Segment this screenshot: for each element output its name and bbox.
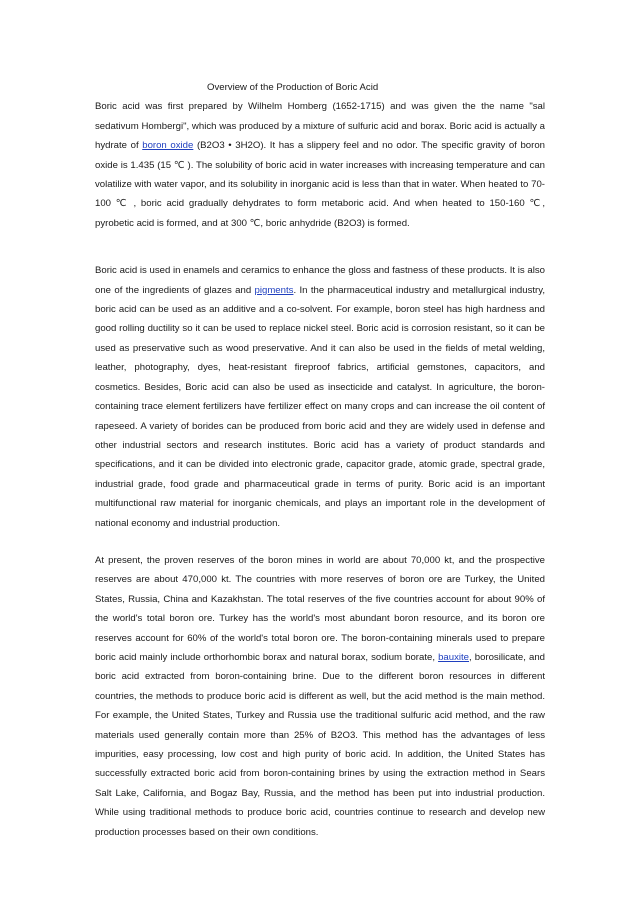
document-body	[95, 78, 545, 842]
paragraph-text: Boric acid is used in enamels and ceramics to enhance the gloss and fastness of these products. It is also one of the ingredients of glazes and	[95, 265, 545, 296]
paragraph-text: (B2O3 • 3H2O). It has a slippery feel and no odor. The specific gravity of boron oxide is 1.435 (15 ℃ ). The solubility of boric acid in water increases with increasing temperature and can volatilize with water vapor, and its solubility in inorganic acid is less than that in water. When heated to 70-100 ℃ , boric acid gradually dehydrates to form metaboric acid. And when heated to 150-160 ℃, pyrobetic acid is formed, and at 300 ℃, boric anhydride (B2O3) is formed.	[95, 140, 545, 229]
bauxite-link[interactable]: bauxite	[438, 651, 469, 663]
pigments-link[interactable]: pigments	[254, 284, 294, 296]
boron-oxide-link[interactable]: boron oxide	[142, 140, 194, 152]
paragraph-reserves	[95, 551, 545, 842]
paragraph-text: Boric acid was first prepared by Wilhelm Homberg (1652-1715) and was given the the name "sal sedativum Hombergi", which was produced by a mixture of sulfuric acid and borax. Boric acid is actually a hydrate of	[95, 101, 545, 152]
document-title: Overview of the Production of Boric Acid	[207, 82, 379, 93]
paragraph-text: , borosilicate, and boric acid extracted from boron-containing brine. Due to the different boron resources in different countries, the methods to produce boric acid is different as well, but the acid method is the main method. For example, the United States, Turkey and Russia use the traditional sulfuric acid method, and the raw materials used generally contain more than 25% of B2O3. This method has the advantages of less impurities, easy processing, low cost and high purity of boric acid. In addition, the United States has successfully extracted boric acid from boron-containing brines by using the extraction method in Sears Salt Lake, California, and Bogaz Bay, Russia, and the method has been put into industrial production. While using traditional methods to produce boric acid, countries continue to research and develop new production processes based on their own conditions.	[95, 651, 546, 838]
paragraph-uses	[95, 261, 545, 533]
paragraph-history	[95, 97, 545, 233]
paragraph-text: At present, the proven reserves of the boron mines in world are about 70,000 kt, and the prospective reserves are about 470,000 kt. The countries with more reserves of boron ore are Turkey, the United States, Russia, China and Kazakhstan. The total reserves of the five countries account for about 90% of the world's total boron ore. Turkey has the world's most abundant boron resource, and its boron ore reserves account for 60% of the world's total boron ore. The boron-containing minerals used to prepare boric acid mainly include orthorhombic borax and natural borax, sodium borate,	[95, 554, 545, 663]
paragraph-text: . In the pharmaceutical industry and metallurgical industry, boric acid can be used as an additive and a co-solvent. For example, boron steel has high hardness and good rolling ductility so it can be used to replace nickel steel. Boric acid is corrosion resistant, so it can be used as preservative such as wood preservative. And it can also be used in the fields of metal welding, leather, photography, dyes, heat-resistant fireproof fabrics, artificial gemstones, capacitors, and cosmetics. Besides, Boric acid can also be used as insecticide and catalyst. In agriculture, the boron-containing trace element fertilizers have fertilizer effect on many crops and can increase the oil content of rapeseed. A variety of borides can be produced from boric acid and they are widely used in defense and other industrial sectors and research institutes. Boric acid has a variety of product standards and specifications, and it can be divided into electronic grade, capacitor grade, atomic grade, spectral grade, industrial grade, food grade and pharmaceutical grade in terms of purity. Boric acid is an important multifunctional raw material for inorganic chemicals, and plays an important role in the development of national economy and industrial production.	[95, 284, 545, 529]
